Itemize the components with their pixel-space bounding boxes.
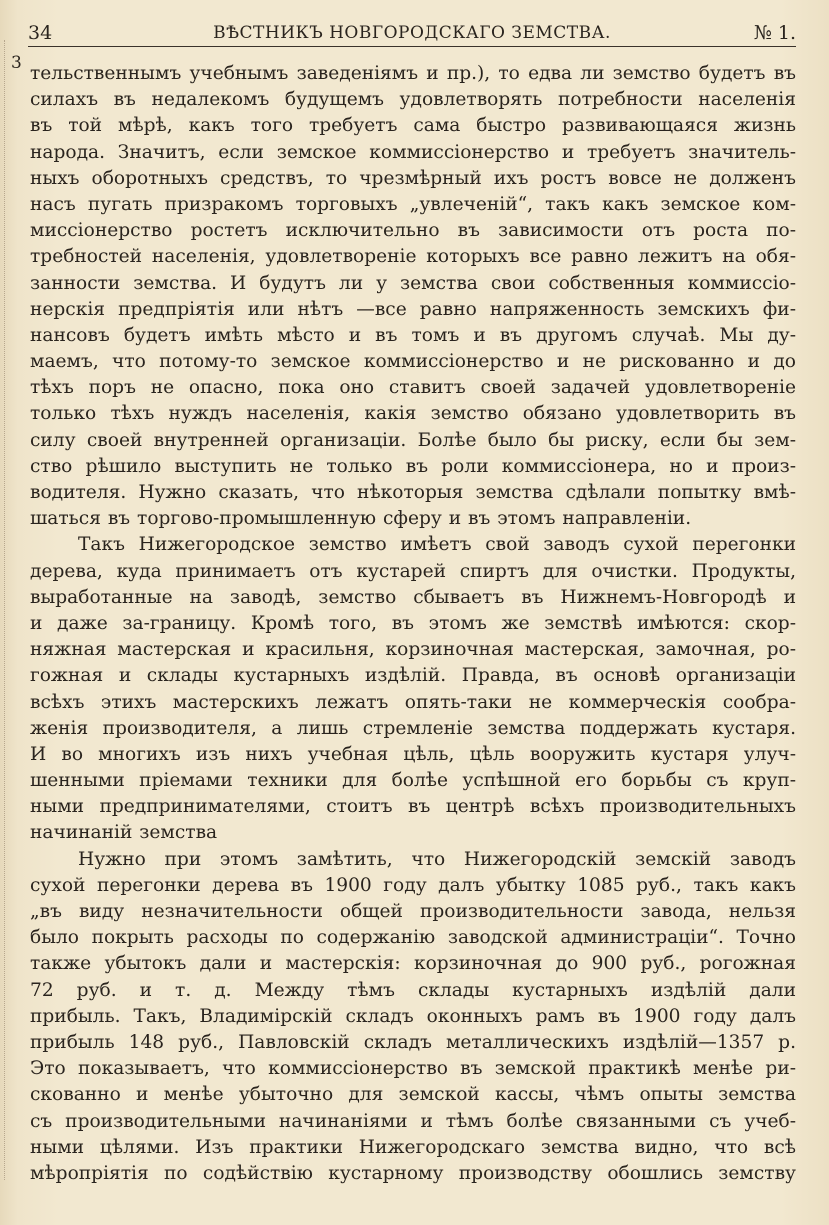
- text-line: и даже за-границу. Кромѣ того, въ этомъ же земствѣ имѣются: скор-: [30, 612, 796, 634]
- text-line: ными цѣлями. Изъ практики Нижегородскаго земства видно, что всѣ: [30, 1136, 796, 1158]
- text-line: ство рѣшило выступить не только въ роли коммиссіонера, но и произ-: [30, 455, 796, 477]
- text-line: силу своей внутренней организаціи. Болѣе было бы риску, если бы зем-: [30, 429, 796, 451]
- text-line: миссіонерство ростетъ исключительно въ зависимости отъ роста по-: [30, 220, 796, 242]
- text-line: Это показываетъ, что коммиссіонерство въ земской практикѣ менѣе ри-: [30, 1058, 796, 1080]
- page-header: [28, 20, 796, 47]
- text-line: няжная мастерская и красильня, корзиночная мастерская, замочная, ро-: [30, 639, 796, 661]
- text-line: скованно и менѣе убыточно для земской кассы, чѣмъ опыты земства: [30, 1084, 796, 1106]
- text-line: тѣхъ поръ не опасно, пока оно ставитъ своей задачей удовлетвореніе: [30, 377, 796, 399]
- body-text: [30, 61, 796, 1187]
- journal-title: ВѢСТНИКЪ НОВГОРОДСКАГО ЗЕМСТВА.: [213, 23, 611, 43]
- text-line: шаться въ торгово-промышленную сферу и въ этомъ направленіи.: [30, 508, 692, 530]
- text-line: только тѣхъ нуждъ населенія, какія земство обязано удовлетворить въ: [30, 403, 796, 425]
- issue-number: № 1.: [753, 22, 796, 44]
- text-line: тельственнымъ учебнымъ заведеніямъ и пр.), то едва ли земство будетъ въ: [30, 63, 796, 84]
- text-line: народа. Значитъ, если земское коммиссіонерство и требуетъ значитель-: [30, 141, 796, 163]
- text-line: силахъ въ недалекомъ будущемъ удовлетворять потребности населенія: [30, 89, 796, 111]
- text-line: гожная и склады кустарныхъ издѣлій. Правда, въ основѣ организаціи: [30, 665, 796, 687]
- text-line: также убытокъ дали и мастерскія: корзиночная до 900 руб., рогожная: [30, 953, 796, 975]
- text-line: водителя. Нужно сказать, что нѣкоторыя земства сдѣлали попытку вмѣ-: [30, 482, 796, 503]
- text-line: нансовъ будетъ имѣть мѣсто и въ томъ и въ другомъ случаѣ. Мы ду-: [30, 324, 796, 346]
- text-line: Такъ Нижегородское земство имѣетъ свой заводъ сухой перегонки: [78, 534, 796, 556]
- page-number: 34: [28, 22, 53, 44]
- text-line: 72 руб. и т. д. Между тѣмъ склады кустарныхъ издѣлій дали: [30, 979, 796, 1001]
- text-line: въ той мѣрѣ, какъ того требуетъ сама быстро развивающаяся жизнь: [30, 115, 796, 137]
- text-line: шенными пріемами техники для болѣе успѣшной его борьбы съ круп-: [30, 770, 796, 792]
- text-line: прибыль. Такъ, Владимірскій складъ оконныхъ рамъ въ 1900 году далъ: [30, 1005, 796, 1027]
- text-line: маемъ, что потому-то земское коммиссіонерство и не рискованно и до: [30, 351, 796, 373]
- text-line: Нужно при этомъ замѣтить, что Нижегородскій земскій заводъ: [78, 848, 796, 870]
- text-line: И во многихъ изъ нихъ учебная цѣль, цѣль вооружить кустаря улуч-: [30, 743, 796, 765]
- text-line: сухой перегонки дерева въ 1900 году далъ убытку 1085 руб., такъ какъ: [30, 874, 796, 896]
- text-line: женія производителя, а лишь стремленіе земства поддержать кустаря.: [30, 717, 796, 739]
- text-line: было покрыть расходы по содержанію заводской администраціи“. Точно: [30, 927, 796, 949]
- text-line: насъ пугать призракомъ торговыхъ „увлеченій“, такъ какъ земское ком-: [30, 193, 796, 215]
- text-line: „въ виду незначительности общей производительности завода, нельзя: [30, 901, 796, 922]
- text-line: всѣхъ этихъ мастерскихъ лежатъ опять-таки не коммерческія сообра-: [30, 691, 796, 713]
- text-line: выработанные на заводѣ, земство сбываетъ въ Нижнемъ-Новгородѣ и: [30, 586, 796, 608]
- text-line: мѣропріятія по содѣйствію кустарному производству обошлись земству: [30, 1162, 796, 1184]
- text-line: съ производительными начинаніями и тѣмъ болѣе связанными съ учеб-: [30, 1110, 796, 1132]
- text-line: начинаній земства: [30, 822, 218, 844]
- text-line: требностей населенія, удовлетвореніе которыхъ все равно лежитъ на обя-: [30, 246, 796, 268]
- text-line: ными предпринимателями, стоитъ въ центрѣ всѣхъ производительныхъ: [30, 796, 796, 818]
- text-line: дерева, куда принимаетъ отъ кустарей спиртъ для очистки. Продукты,: [30, 560, 796, 582]
- text-line: занности земства. И будутъ ли у земства свои собственныя коммиссіо-: [30, 272, 796, 294]
- text-line: прибыль 148 руб., Павловскій складъ металлическихъ издѣлій—1357 р.: [30, 1031, 796, 1053]
- text-line: нерскія предпріятія или нѣтъ —все равно напряженность земскихъ фи-: [30, 298, 796, 320]
- margin-marker: 3: [11, 53, 22, 73]
- binding-gutter: [4, 40, 19, 1180]
- text-line: ныхъ оборотныхъ средствъ, то чрезмѣрный ихъ ростъ вовсе не долженъ: [30, 167, 796, 189]
